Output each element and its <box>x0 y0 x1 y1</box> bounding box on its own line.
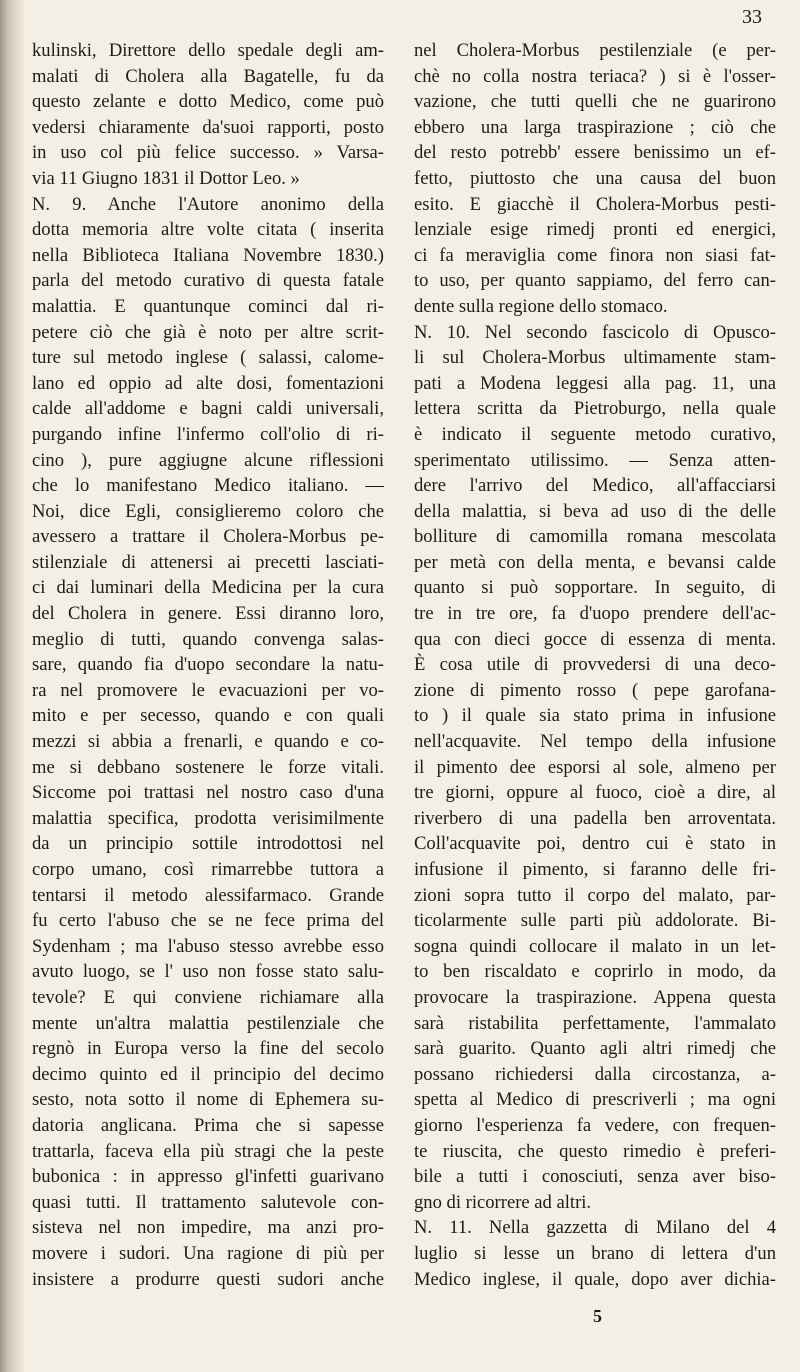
text-line: il pimento dee esporsi al sole, almeno per <box>414 756 776 778</box>
text-line: Medico inglese, il quale, dopo aver dichia- <box>414 1268 776 1290</box>
text-line: N. 9. Anche l'Autore anonimo della <box>32 193 384 215</box>
text-line: to uso, per quanto sappiamo, del ferro can- <box>414 270 776 292</box>
text-line: ci fa meraviglia come finora non siasi fat- <box>414 244 776 266</box>
text-line: malattia specifica, prodotta verisimilmente <box>32 807 384 829</box>
text-line: che lo manifestano Medico italiano. — <box>32 475 384 497</box>
text-line: kulinski, Direttore dello spedale degli am- <box>32 40 384 61</box>
text-line: mente un'altra malattia pestilenziale che <box>32 1012 384 1034</box>
text-line: luglio si lesse un brano di lettera d'un <box>414 1242 776 1264</box>
text-line: Siccome poi trattasi nel nostro caso d'una <box>32 782 384 804</box>
text-line: vedersi chiaramente da'suoi rapporti, posto <box>32 116 384 138</box>
text-line: sisteva nel non impedire, ma anzi pro- <box>32 1217 384 1239</box>
text-line: calde all'addome e bagni caldi universali, <box>32 398 384 420</box>
text-line: meglio di tutti, quando convenga salas- <box>32 628 384 650</box>
page-gutter-shadow <box>0 0 26 1372</box>
text-line: malattia. E quantunque cominci dal ri- <box>32 295 384 317</box>
text-line: è indicato il seguente metodo curativo, <box>414 423 776 445</box>
text-line: dente sulla regione dello stomaco. <box>414 295 668 317</box>
page-number: 33 <box>742 6 762 28</box>
text-line: vazione, che tutti quelli che ne guarirono <box>414 91 776 113</box>
text-line: qua con dieci gocce di essenza di menta. <box>414 628 776 650</box>
text-line: avuto luogo, se l' uso non fosse stato salu- <box>32 961 384 983</box>
text-line: mito e per secesso, quando e con quali <box>32 705 384 727</box>
text-line: fetto, piuttosto che una causa del buon <box>414 167 776 189</box>
text-line: in uso col più felice successo. » Varsa- <box>32 142 384 164</box>
text-line: ture sul metodo inglese ( salassi, calome- <box>32 347 384 369</box>
text-line: me si debbano sostenere le forze vitali. <box>32 756 384 778</box>
text-line: via 11 Giugno 1831 il Dottor Leo. » <box>32 167 300 189</box>
text-line: sperimentato utilissimo. — Senza atten- <box>414 449 776 471</box>
text-line: cino ), pure aggiugne alcune riflessioni <box>32 449 384 471</box>
text-line: to ) il quale sia stato prima in infusione <box>414 705 776 727</box>
text-line: bubonica : in appresso gl'infetti guarivano <box>32 1166 384 1188</box>
text-line: ticolarmente sulle parti più addolorate. Bi- <box>414 910 776 932</box>
text-line: ra nel promovere le evacuazioni per vo- <box>32 679 384 701</box>
text-line: provocare la traspirazione. Appena questa <box>414 986 776 1008</box>
text-line: corpo umano, così rimarrebbe tuttora a <box>32 859 384 880</box>
text-line: infusione il pimento, si faranno delle fri- <box>414 859 776 880</box>
text-line: N. 10. Nel secondo fascicolo di Opusco- <box>414 321 776 343</box>
text-line: stilenziale di attenersi ai precetti lasciati- <box>32 551 384 573</box>
text-line: purgando infine l'infermo coll'olio di ri- <box>32 423 384 445</box>
text-line: parla del metodo curativo di questa fatale <box>32 270 384 292</box>
text-line: tre giorni, oppure al fuoco, cioè a dire, al <box>414 782 776 804</box>
signature-mark: 5 <box>593 1306 602 1326</box>
text-line: insistere a produrre questi sudori anche <box>32 1268 384 1290</box>
text-line: ebbero una larga traspirazione ; ciò che <box>414 116 776 138</box>
text-line: È cosa utile di provvedersi di una deco- <box>414 654 776 676</box>
text-line: to ben riscaldato e coprirlo in modo, da <box>414 961 776 983</box>
text-line: mezzi si abbia a frenarli, e quando e co- <box>32 731 384 753</box>
text-line: Sydenham ; ma l'abuso stesso avrebbe esso <box>32 935 384 957</box>
text-line: bolliture di camomilla romana mescolata <box>414 526 776 548</box>
text-line: tentarsi il metodo alessifarmaco. Grande <box>32 884 384 906</box>
text-line: giorno l'esperienza fa vedere, con frequen- <box>414 1114 776 1136</box>
text-line: del resto potrebb' essere benissimo un ef- <box>414 142 776 164</box>
text-line: riverbero di una padella ben arroventata. <box>414 807 776 829</box>
text-line: te riuscita, che questo rimedio è preferi- <box>414 1140 776 1162</box>
right-column <box>414 38 776 1292</box>
text-line: Noi, dice Egli, consiglieremo coloro che <box>32 500 384 522</box>
text-line: malati di Cholera alla Bagatelle, fu da <box>32 65 384 87</box>
text-line: nel Cholera-Morbus pestilenziale (e per- <box>414 40 776 61</box>
text-line: del Cholera in genere. Essi diranno loro, <box>32 603 384 625</box>
text-line: lano ed oppio ad alte dosi, fomentazioni <box>32 372 384 394</box>
text-line: pati a Modena leggesi alla pag. 11, una <box>414 372 776 394</box>
text-line: zioni sopra tutto il corpo del malato, par- <box>414 884 776 906</box>
text-line: sarà ristabilita perfettamente, l'ammalato <box>414 1012 776 1034</box>
text-line: tevole? E qui conviene richiamare alla <box>32 986 384 1008</box>
text-line: dotta memoria altre volte citata ( inserita <box>32 219 384 241</box>
text-line: bile a tutti i conosciuti, senza aver biso- <box>414 1166 776 1188</box>
text-line: petere ciò che già è noto per altre scrit- <box>32 321 384 343</box>
text-line: nell'acquavite. Nel tempo della infusione <box>414 731 776 753</box>
text-line: esito. E giacchè il Cholera-Morbus pesti- <box>414 193 776 215</box>
text-line: della malattia, si beva ad uso di the delle <box>414 500 776 522</box>
text-line: trattarla, faceva ella più stragi che la peste <box>32 1140 384 1162</box>
text-line: fu certo l'abuso che se ne fece prima del <box>32 910 384 932</box>
text-line: nella Biblioteca Italiana Novembre 1830.) <box>32 244 384 266</box>
text-line: decimo quinto ed il principio del decimo <box>32 1063 384 1085</box>
text-line: avessero a trattare il Cholera-Morbus pe- <box>32 526 384 548</box>
text-line: questo zelante e dotto Medico, come può <box>32 91 384 113</box>
text-line: zione di pimento rosso ( pepe garofana- <box>414 679 776 701</box>
left-column <box>32 38 384 1292</box>
text-line: quanto si può sopportare. In seguito, di <box>414 577 776 599</box>
text-line: lettera scritta da Pietroburgo, nella quale <box>414 398 776 420</box>
text-line: per metà con della menta, e bevansi calde <box>414 551 776 573</box>
text-line: sare, quando fia d'uopo secondare la natu- <box>32 654 384 676</box>
text-line: da un principio sottile introdottosi nel <box>32 833 384 855</box>
text-line: N. 11. Nella gazzetta di Milano del 4 <box>414 1217 776 1239</box>
text-line: datoria anglicana. Prima che si sapesse <box>32 1114 384 1136</box>
text-line: movere i sudori. Una ragione di più per <box>32 1242 384 1264</box>
text-line: regnò in Europa verso la fine del secolo <box>32 1038 384 1060</box>
text-line: lenziale esige rimedj pronti ed energici, <box>414 219 776 241</box>
text-line: possano richiedersi dalla circostanza, a- <box>414 1063 776 1085</box>
text-line: sesto, nota sotto il nome di Ephemera su- <box>32 1089 384 1111</box>
text-line: chè no colla nostra teriaca? ) si è l'osser- <box>414 65 776 87</box>
text-line: gno di ricorrere ad altri. <box>414 1191 592 1213</box>
text-line: sogna quindi collocare il malato in un let- <box>414 935 776 957</box>
text-line: dere l'arrivo del Medico, all'affacciarsi <box>414 475 776 497</box>
text-line: quasi tutti. Il trattamento salutevole con- <box>32 1191 384 1213</box>
text-line: spetta al Medico di prescriverli ; ma ogni <box>414 1089 776 1111</box>
text-line: sarà guarito. Quanto agli altri rimedj che <box>414 1038 776 1060</box>
text-line: Coll'acquavite poi, dentro cui è stato in <box>414 833 776 855</box>
text-line: tre in tre ore, fa d'uopo prendere dell'ac- <box>414 603 776 625</box>
text-line: li sul Cholera-Morbus ultimamente stam- <box>414 347 776 369</box>
text-line: ci dai luminari della Medicina per la cura <box>32 577 384 599</box>
